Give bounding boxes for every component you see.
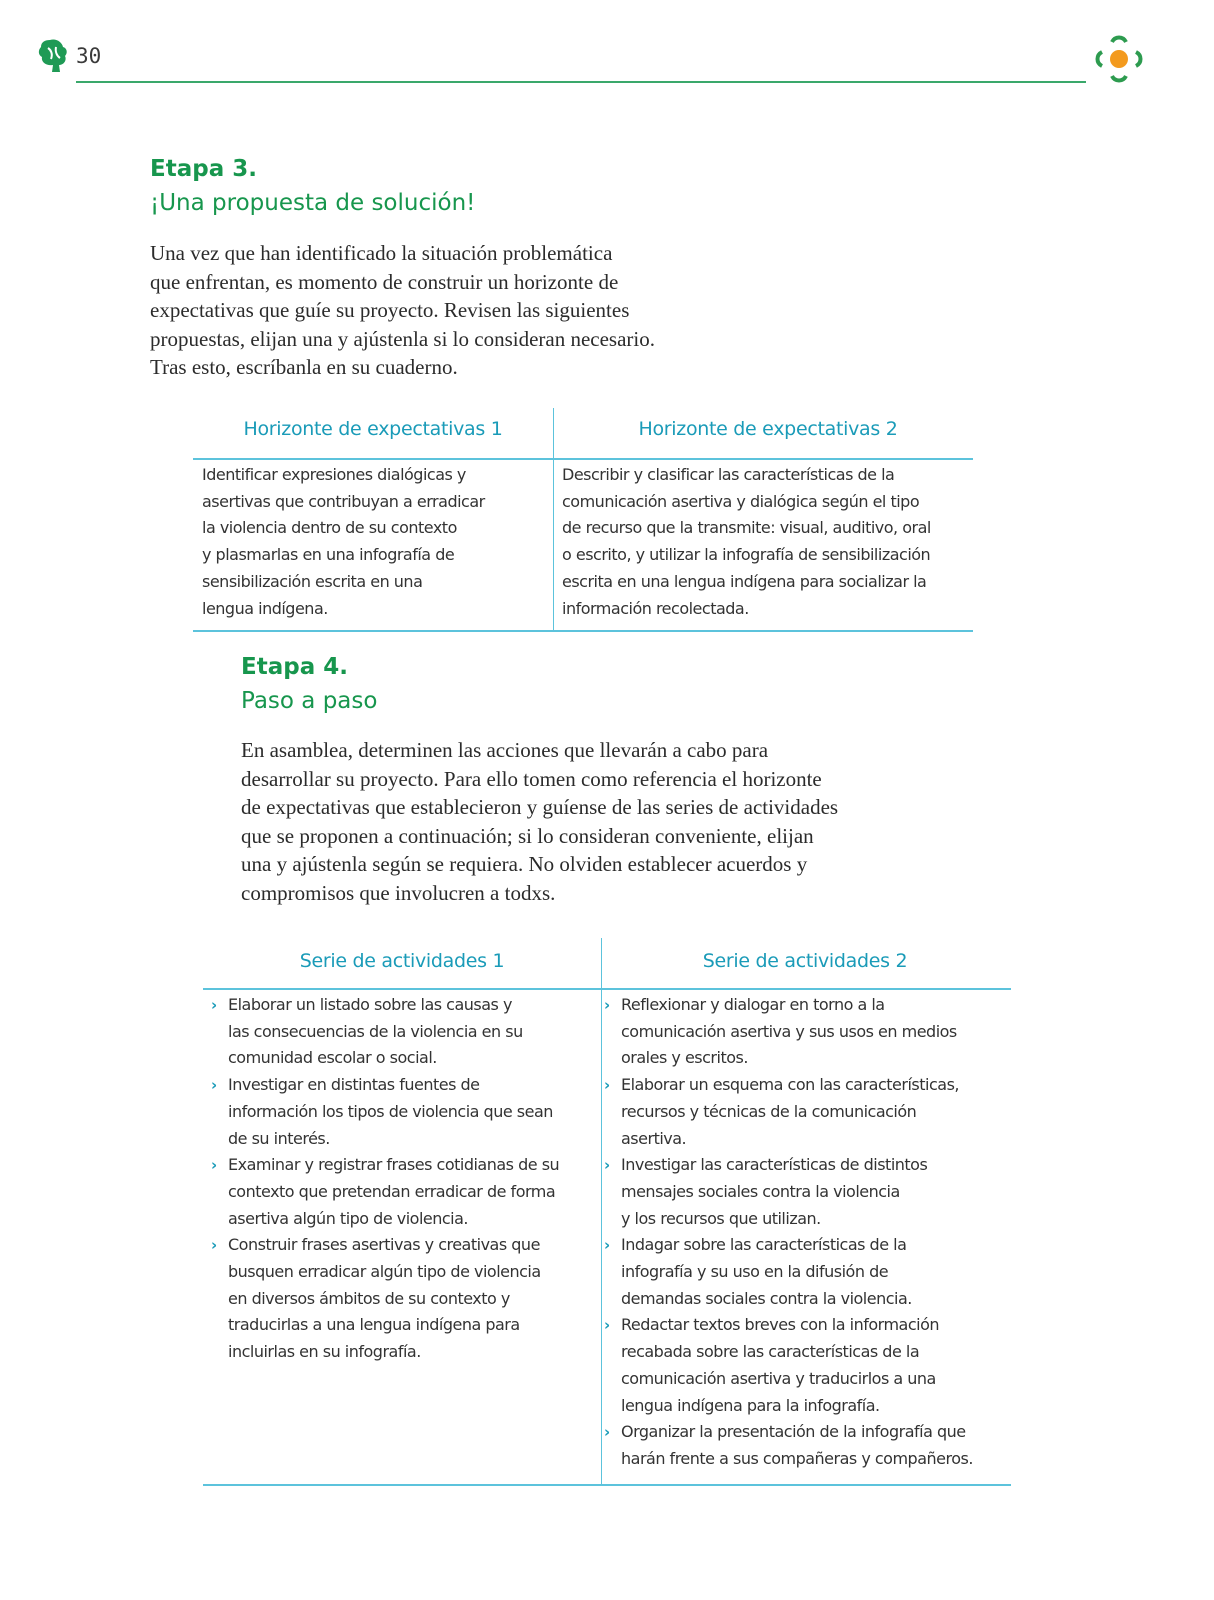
header-rule: [76, 81, 1086, 83]
cell-line: Identificar expresiones dialógicas y: [202, 465, 466, 484]
item-line: contexto que pretendan erradicar de forma: [228, 1181, 556, 1201]
bullet-chevron-icon: ›: [211, 1156, 217, 1175]
table-bottom-rule: [203, 1484, 1011, 1486]
list-item: [203, 1232, 595, 1366]
item-line: Investigar en distintas fuentes de: [228, 1075, 480, 1095]
paragraph-line: una y ajústenla según se requiera. No olviden establecer acuerdos y: [241, 852, 808, 876]
cell-line: y plasmarlas en una infografía de: [202, 545, 455, 565]
table-divider: [203, 988, 1011, 990]
item-line: demandas sociales contra la violencia.: [621, 1288, 912, 1308]
list-item: [596, 1072, 1011, 1152]
item-line: comunicación asertiva y sus usos en medios: [621, 1021, 957, 1041]
list-item: [596, 1419, 1011, 1472]
item-line: en diversos ámbitos de su contexto y: [228, 1288, 510, 1308]
list-item: [596, 992, 1011, 1072]
item-line: las consecuencias de la violencia en su: [228, 1021, 523, 1041]
item-line: orales y escritos.: [621, 1048, 748, 1068]
item-line: Investigar las características de distintos: [621, 1155, 928, 1175]
bullet-chevron-icon: ›: [604, 996, 610, 1014]
item-line: Organizar la presentación de la infografía que: [621, 1422, 966, 1442]
paragraph-line: compromisos que involucren a todxs.: [241, 880, 556, 905]
item-line: asertiva.: [621, 1128, 687, 1148]
table-divider: [193, 458, 973, 460]
item-line: y los recursos que utilizan.: [621, 1208, 821, 1228]
bullet-chevron-icon: ›: [211, 996, 217, 1014]
item-line: asertiva algún tipo de violencia.: [228, 1208, 469, 1228]
stage4-label: Etapa 4.: [241, 654, 348, 680]
item-line: harán frente a sus compañeras y compañeros.: [621, 1448, 973, 1468]
colored-circles-emblem-icon: [1090, 32, 1148, 88]
horizons-col1-text: [202, 462, 547, 622]
bullet-chevron-icon: ›: [604, 1076, 610, 1095]
item-line: busquen erradicar algún tipo de violencia: [228, 1262, 541, 1282]
cell-line: lengua indígena.: [202, 598, 328, 618]
cell-line: la violencia dentro de su contexto: [202, 518, 457, 538]
cell-line: información recolectada.: [562, 598, 749, 618]
activities-col2-list: [596, 992, 1011, 1473]
paragraph-line: Tras esto, escríbanla en su cuaderno.: [150, 355, 458, 379]
bullet-chevron-icon: ›: [604, 1236, 610, 1255]
cell-line: de recurso que la transmite: visual, auditivo, oral: [562, 518, 931, 538]
item-line: mensajes sociales contra la violencia: [621, 1181, 900, 1201]
item-line: incluirlas en su infografía.: [228, 1342, 421, 1362]
item-line: información los tipos de violencia que sean: [228, 1101, 553, 1121]
cell-line: sensibilización escrita en una: [202, 571, 423, 591]
item-line: Redactar textos breves con la información: [621, 1315, 940, 1335]
horizons-col2-title: Horizonte de expectativas 2: [638, 418, 898, 440]
horizons-table: [193, 408, 983, 633]
item-line: lengua indígena para la infografía.: [621, 1395, 880, 1415]
activities-table: [203, 938, 1013, 1488]
paragraph-line: desarrollar su proyecto. Para ello tomen como referencia el horizonte: [241, 766, 822, 791]
bullet-chevron-icon: ›: [604, 1423, 610, 1442]
list-item: [203, 1152, 595, 1232]
bullet-chevron-icon: ›: [211, 1236, 217, 1255]
paragraph-line: que se proponen a continuación; si lo consideran conveniente, elijan: [241, 823, 814, 848]
paragraph-line: En asamblea, determinen las acciones que llevarán a cabo para: [241, 738, 769, 762]
bullet-chevron-icon: ›: [604, 1156, 610, 1175]
paragraph-line: expectativas que guíe su proyecto. Revisen las siguientes: [150, 298, 630, 322]
stage3-label: Etapa 3.: [150, 156, 257, 182]
item-line: de su interés.: [228, 1128, 330, 1148]
paragraph-line: propuestas, elijan una y ajústenla si lo consideran necesario.: [150, 326, 656, 351]
item-line: recabada sobre las características de la: [621, 1342, 920, 1362]
list-item: [596, 1152, 1011, 1232]
stage3-heading: [150, 152, 475, 220]
table-bottom-rule: [193, 630, 973, 632]
activities-col1-title: Serie de actividades 1: [299, 950, 505, 972]
item-line: traducirlas a una lengua indígena para: [228, 1315, 520, 1335]
cell-line: comunicación asertiva y dialógica según el tipo: [562, 491, 920, 511]
item-line: Examinar y registrar frases cotidianas de su: [228, 1155, 560, 1175]
cell-line: Describir y clasificar las características de la: [562, 465, 895, 484]
stage3-paragraph: [150, 239, 655, 382]
green-leaf-seal-icon: [36, 38, 68, 74]
item-line: comunidad escolar o social.: [228, 1048, 437, 1068]
item-line: Elaborar un listado sobre las causas y: [228, 995, 512, 1014]
horizons-col2-text: [562, 462, 972, 622]
stage4-subtitle: Paso a paso: [241, 688, 378, 714]
activities-col1-list: [203, 992, 595, 1366]
paragraph-line: de expectativas que establecieron y guíense de las series de actividades: [241, 795, 839, 819]
item-line: infografía y su uso en la difusión de: [621, 1262, 889, 1282]
cell-line: asertivas que contribuyan a erradicar: [202, 491, 485, 511]
bullet-chevron-icon: ›: [211, 1076, 217, 1095]
horizons-col1-title: Horizonte de expectativas 1: [243, 418, 503, 440]
item-line: Reflexionar y dialogar en torno a la: [621, 995, 885, 1014]
page-number: 30: [76, 44, 102, 68]
item-line: Elaborar un esquema con las características,: [621, 1075, 959, 1095]
activities-col2-title: Serie de actividades 2: [702, 950, 908, 972]
list-item: [203, 992, 595, 1072]
table-column-divider: [553, 408, 554, 632]
cell-line: o escrito, y utilizar la infografía de sensibilización: [562, 545, 931, 565]
stage4-heading: [241, 650, 377, 718]
item-line: Construir frases asertivas y creativas que: [228, 1235, 540, 1255]
list-item: [596, 1312, 1011, 1419]
bullet-chevron-icon: ›: [604, 1316, 610, 1335]
paragraph-line: que enfrentan, es momento de construir un horizonte de: [150, 269, 619, 294]
list-item: [203, 1072, 595, 1152]
cell-line: escrita en una lengua indígena para socializar la: [562, 571, 927, 591]
item-line: comunicación asertiva y traducirlos a una: [621, 1368, 936, 1388]
list-item: [596, 1232, 1011, 1312]
item-line: recursos y técnicas de la comunicación: [621, 1101, 917, 1121]
stage3-subtitle: ¡Una propuesta de solución!: [150, 190, 476, 216]
paragraph-line: Una vez que han identificado la situación problemática: [150, 241, 613, 265]
item-line: Indagar sobre las características de la: [621, 1235, 907, 1255]
stage4-paragraph: [241, 736, 838, 907]
